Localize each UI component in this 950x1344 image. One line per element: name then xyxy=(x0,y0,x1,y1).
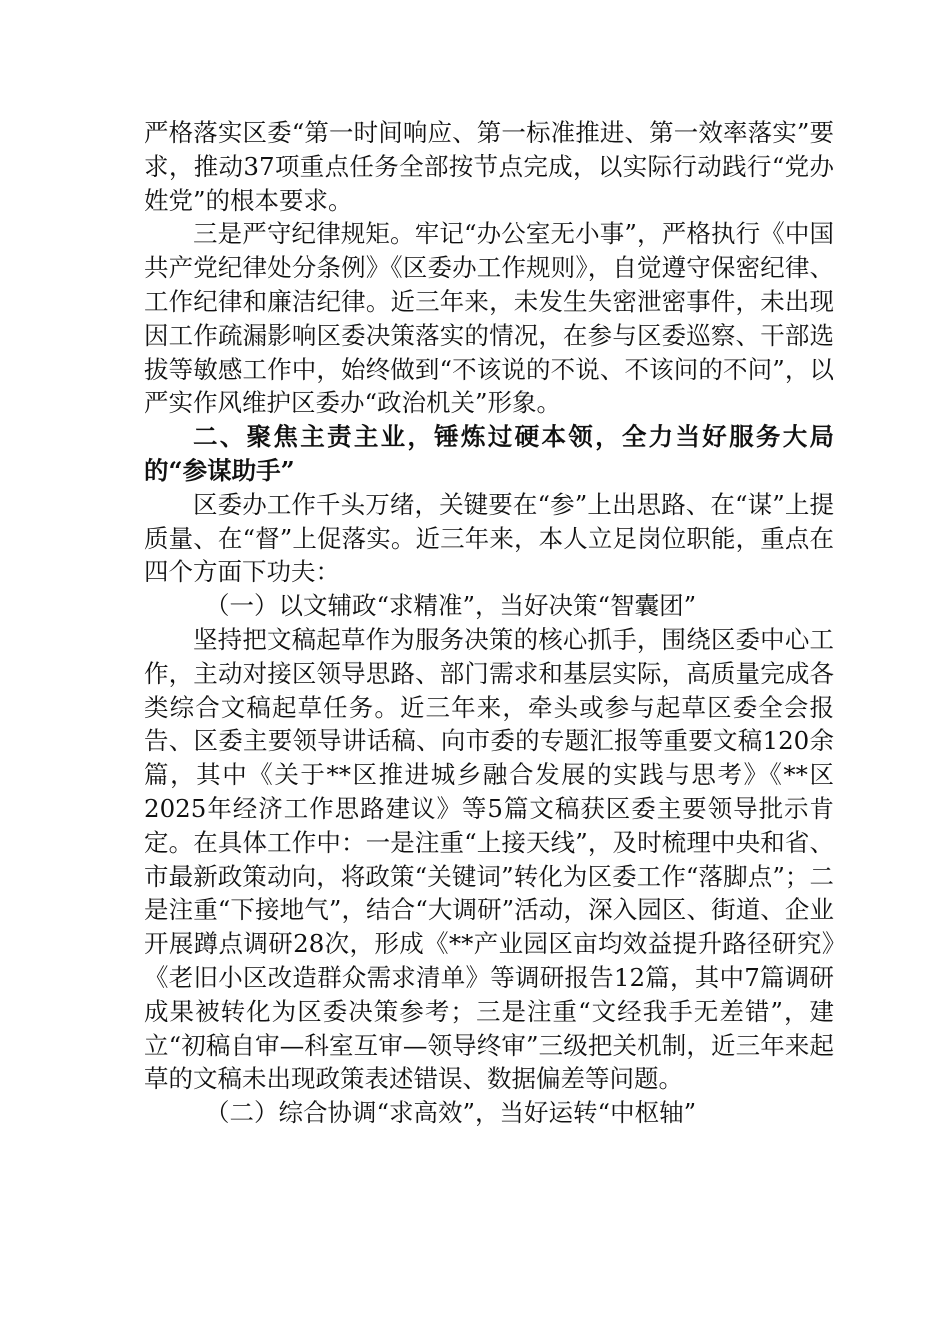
document-body xyxy=(144,116,834,1130)
paragraph-discipline: 三是严守纪律规矩。牢记“办公室无小事”，严格执行《中国共产党纪律处分条例》《区委办工作规则》，自觉遵守保密纪律、工作纪律和廉洁纪律。近三年来，未发生失密泄密事件，未出现因工作疏漏影响区委决策落实的情况，在参与区委巡察、干部选拔等敏感工作中，始终做到“不该说的不说、不该问的不问”，以严实作风维护区委办“政治机关”形象。 xyxy=(144,219,834,418)
subheading-one: （一）以文辅政“求精准”，当好决策“智囊团” xyxy=(205,591,697,621)
paragraph-section-intro: 区委办工作千头万绪，关键要在“参”上出思路、在“谋”上提质量、在“督”上促落实。近三年来，本人立足岗位职能，重点在四个方面下功夫： xyxy=(144,489,834,587)
section-heading-two: 二、聚焦主责主业，锤炼过硬本领，全力当好服务大局的“参谋助手” xyxy=(144,422,834,485)
paragraph-drafting: 坚持把文稿起草作为服务决策的核心抓手，围绕区委中心工作，主动对接区领导思路、部门需求和基层实际，高质量完成各类综合文稿起草任务。近三年来，牵头或参与起草区委全会报告、区委主要领导讲话稿、向市委的专题汇报等重要文稿120余篇，其中《关于**区推进城乡融合发展的实践与思考》《**区2025年经济工作思路建议》等5篇文稿获区委主要领导批示肯定。在具体工作中：一是注重“上接天线”，及时梳理中央和省、市最新政策动向，将政策“关键词”转化为区委工作“落脚点”；二是注重“下接地气”，结合“大调研”活动，深入园区、街道、企业开展蹲点调研28次，形成《**产业园区亩均效益提升路径研究》《老旧小区改造群众需求清单》等调研报告12篇，其中7篇调研成果被转化为区委决策参考；三是注重“文经我手无差错”，建立“初稿自审—科室互审—领导终审”三级把关机制，近三年来起草的文稿未出现政策表述错误、数据偏差等问题。 xyxy=(144,624,834,1094)
subheading-two: （二）综合协调“求高效”，当好运转“中枢轴” xyxy=(205,1098,697,1128)
paragraph-continuation: 严格落实区委“第一时间响应、第一标准推进、第一效率落实”要求，推动37项重点任务全部按节点完成，以实际行动践行“党办姓党”的根本要求。 xyxy=(144,118,834,215)
